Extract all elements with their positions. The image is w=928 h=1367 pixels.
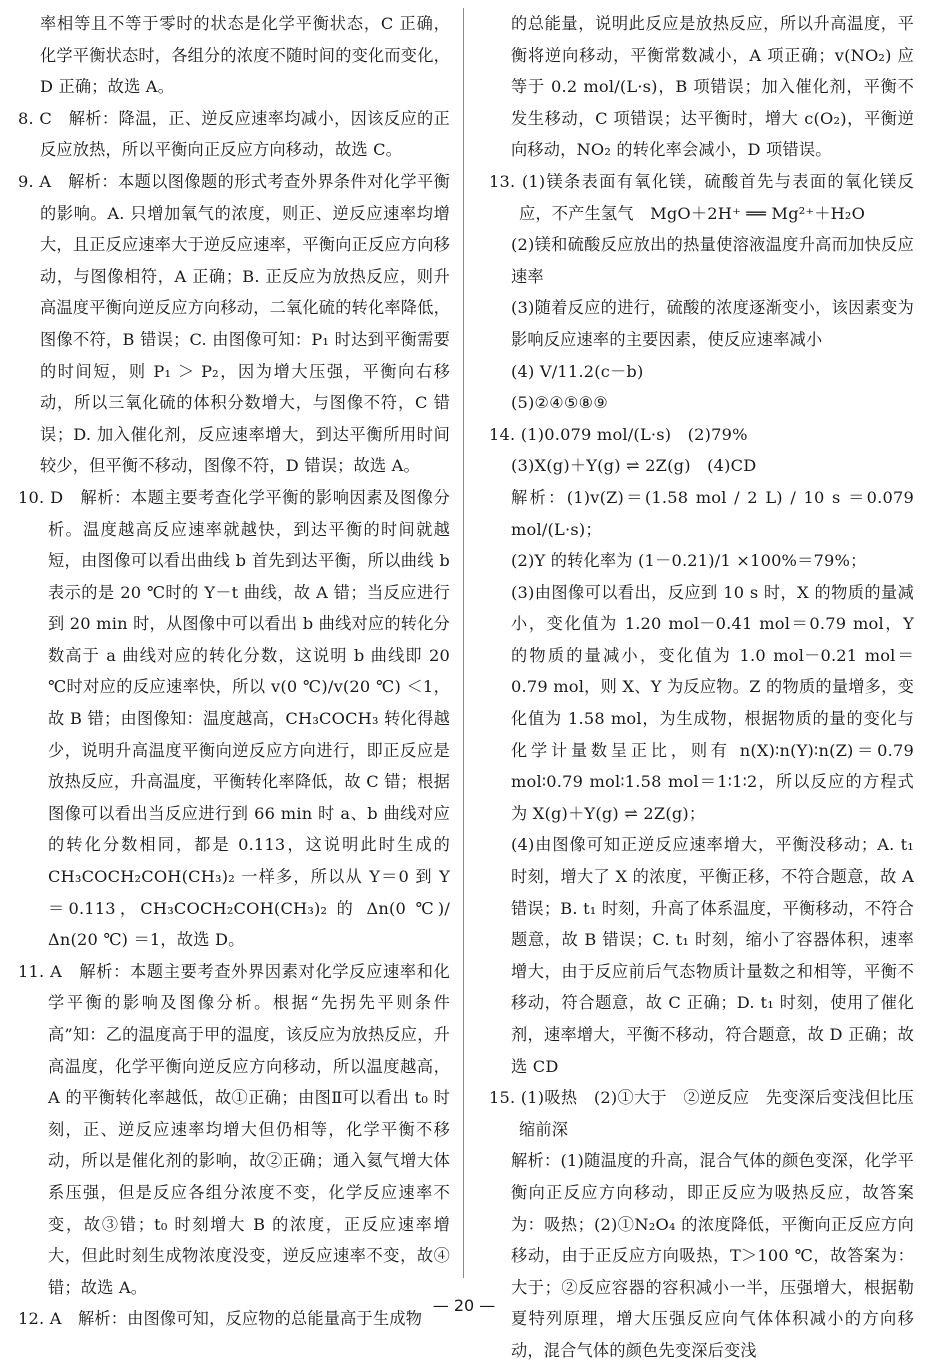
left-column bbox=[18, 8, 450, 1335]
paragraph-r6: 14. (1)0.079 mol/(L·s) (2)79% bbox=[489, 424, 748, 444]
paragraph-l5: 12. A 解析：由图像可知，反应物的总能量高于生成物 bbox=[18, 1309, 423, 1329]
paragraph-r11: (4)由图像可知正逆反应速率增大，平衡没移动；A. t₁ 时刻，增大了 X 的浓度，平衡正移，不符合题意，故 A 错误；B. t₁ 时刻，升高了体系温度，平衡移动，不符合题意，故 B 错误；C. t₁ 时刻，缩小了容器体积，速率增大，由于反应前后气态物质计量数之和相等，平衡不移动，符合题意，故 C 正确；D. t₁ 时刻，使用了催化剂，速率增大，平衡不移动，符合题意，故 D 正确；故选 CD bbox=[511, 835, 914, 1076]
column-divider bbox=[463, 8, 464, 1278]
page-number: — 20 — bbox=[432, 1296, 496, 1315]
paragraph-r12: 15. (1)吸热 (2)①大于 ②逆反应 先变深后变浅但比压缩前深 bbox=[489, 1088, 914, 1139]
paragraph-r5: (5)②④⑤⑧⑨ bbox=[511, 393, 609, 413]
paragraph-r13: 解析：(1)随温度的升高，混合气体的颜色变深，化学平衡向正反应方向移动，即正反应为吸热反应，故答案为：吸热；(2)①N₂O₄ 的浓度降低，平衡向正反应方向移动，由于正反应方向吸热，T＞100 ℃，故答案为：大于；②反应容器的容积减小一半，压强增大，根据勒夏特列原理，增大压强反应向气体体积减小的方向移动，混合气体的颜色先变深后变浅 bbox=[511, 1151, 914, 1360]
paragraph-l2: 9. A 解析：本题以图像题的形式考查外界条件对化学平衡的影响。A. 只增加氧气的浓度，则正、逆反应速率均增大，且正反应速率大于逆反应速率，平衡向正反应方向移动，与图像相符，A 正确；B. 正反应为放热反应，则升高温度平衡向逆反应方向移动，二氧化硫的转化率降低，图像不符，B 错误；C. 由图像可知：P₁ 时达到平衡需要的时间短，则 P₁ ＞ P₂，因为增大压强，平衡向右移动，所以三氧化硫的体积分数增大，与图像不符，C 错误；D. 加入催化剂，反应速率增大，到达平衡所用时间较少，但平衡不移动，图像不符，D 错误；故选 A。 bbox=[18, 171, 450, 476]
paragraph-l1: 8. C 解析：降温，正、逆反应速率均减小，因该反应的正反应放热，所以平衡向正反应方向移动，故选 C。 bbox=[18, 108, 450, 160]
paragraph-r1: 13. (1)镁条表面有氧化镁，硫酸首先与表面的氧化镁反应，不产生氢气 MgO＋2H⁺ ══ Mg²⁺＋H₂O bbox=[489, 171, 914, 223]
paragraph-r7: (3)X(g)＋Y(g) ⇌ 2Z(g) (4)CD bbox=[511, 456, 757, 476]
paragraph-r10: (3)由图像可以看出，反应到 10 s 时，X 的物质的量减小，变化值为 1.20 mol－0.41 mol＝0.79 mol，Y 的物质的量减小，变化值为 1.0 mol－0.21 mol＝0.79 mol，则 X、Y 为反应物。Z 的物质的量增多，变化值为 1.58 mol，为生成物，根据物质的量的变化与化学计量数呈正比，则有 n(X)∶n(Y)∶n(Z)＝0.79 mol∶0.79 mol∶1.58 mol＝1∶1∶2，所以反应的方程式为 X(g)＋Y(g) ⇌ 2Z(g)； bbox=[511, 582, 914, 823]
paragraph-l3: 10. D 解析：本题主要考查化学平衡的影响因素及图像分析。温度越高反应速率就越快，到达平衡的时间就越短，由图像可以看出曲线 b 首先到达平衡，所以曲线 b 表示的是 20 ℃时的 Y－t 曲线，故 A 错；当反应进行到 20 min 时，从图像中可以看出 b 曲线对应的转化分数高于 a 曲线对应的转化分数，这说明 b 曲线即 20 ℃时对应的反应速率快，所以 v(0 ℃)/v(20 ℃) ＜1，故 B 错；由图像知：温度越高，CH₃COCH₃ 转化得越少，说明升高温度平衡向逆反应方向进行，即正反应是放热反应，升高温度，平衡转化率降低，故 C 错；根据图像可以看出当反应进行到 66 min 时 a、b 曲线对应的转化分数相同，都是 0.113，这说明此时生成的 CH₃COCH₂COH(CH₃)₂ 一样多，所以从 Y＝0 到 Y＝0.113，CH₃COCH₂COH(CH₃)₂ 的 Δn(0 ℃)/Δn(20 ℃) ＝1，故选 D。 bbox=[18, 487, 450, 950]
paragraph-l4: 11. A 解析：本题主要考查外界因素对化学反应速率和化学平衡的影响及图像分析。根据“先拐先平则条件高”知：乙的温度高于甲的温度，该反应为放热反应，升高温度，化学平衡向逆反应方向移动，所以温度越高，A 的平衡转化率越低，故①正确；由图Ⅱ可以看出 t₀ 时刻，正、逆反应速率均增大但仍相等，化学平衡不移动，所以是催化剂的影响，故②正确；通入氦气增大体系压强，但是反应各组分浓度不变，化学反应速率不变，故③错；t₀ 时刻增大 B 的浓度，正反应速率增大，但此时刻生成物浓度没变，逆反应速率不变，故④错；故选 A。 bbox=[18, 961, 450, 1297]
right-column bbox=[489, 8, 914, 1367]
paragraph-r0: 的总能量，说明此反应是放热反应，所以升高温度，平衡将逆向移动，平衡常数减小，A 项正确；v(NO₂) 应等于 0.2 mol/(L·s)，B 项错误；加入催化剂，平衡不发生移动，C 项错误；达平衡时，增大 c(O₂)，平衡逆向移动，NO₂ 的转化率会减小，D 项错误。 bbox=[511, 14, 914, 160]
paragraph-r3: (3)随着反应的进行，硫酸的浓度逐渐变小，该因素变为影响反应速率的主要因素，使反应速率减小 bbox=[511, 298, 914, 349]
paragraph-r9: (2)Y 的转化率为 (1－0.21)/1 ×100%＝79%； bbox=[511, 551, 867, 571]
paragraph-r4: (4) V/11.2(c－b) bbox=[511, 361, 644, 381]
paragraph-r2: (2)镁和硫酸反应放出的热量使溶液温度升高而加快反应速率 bbox=[511, 235, 914, 286]
paragraph-r8: 解析：(1)v(Z)＝(1.58 mol / 2 L) / 10 s ＝0.079 mol/(L·s)； bbox=[511, 487, 914, 539]
paragraph-l0: 率相等且不等于零时的状态是化学平衡状态，C 正确，化学平衡状态时，各组分的浓度不随时间的变化而变化，D 正确；故选 A。 bbox=[40, 14, 450, 97]
